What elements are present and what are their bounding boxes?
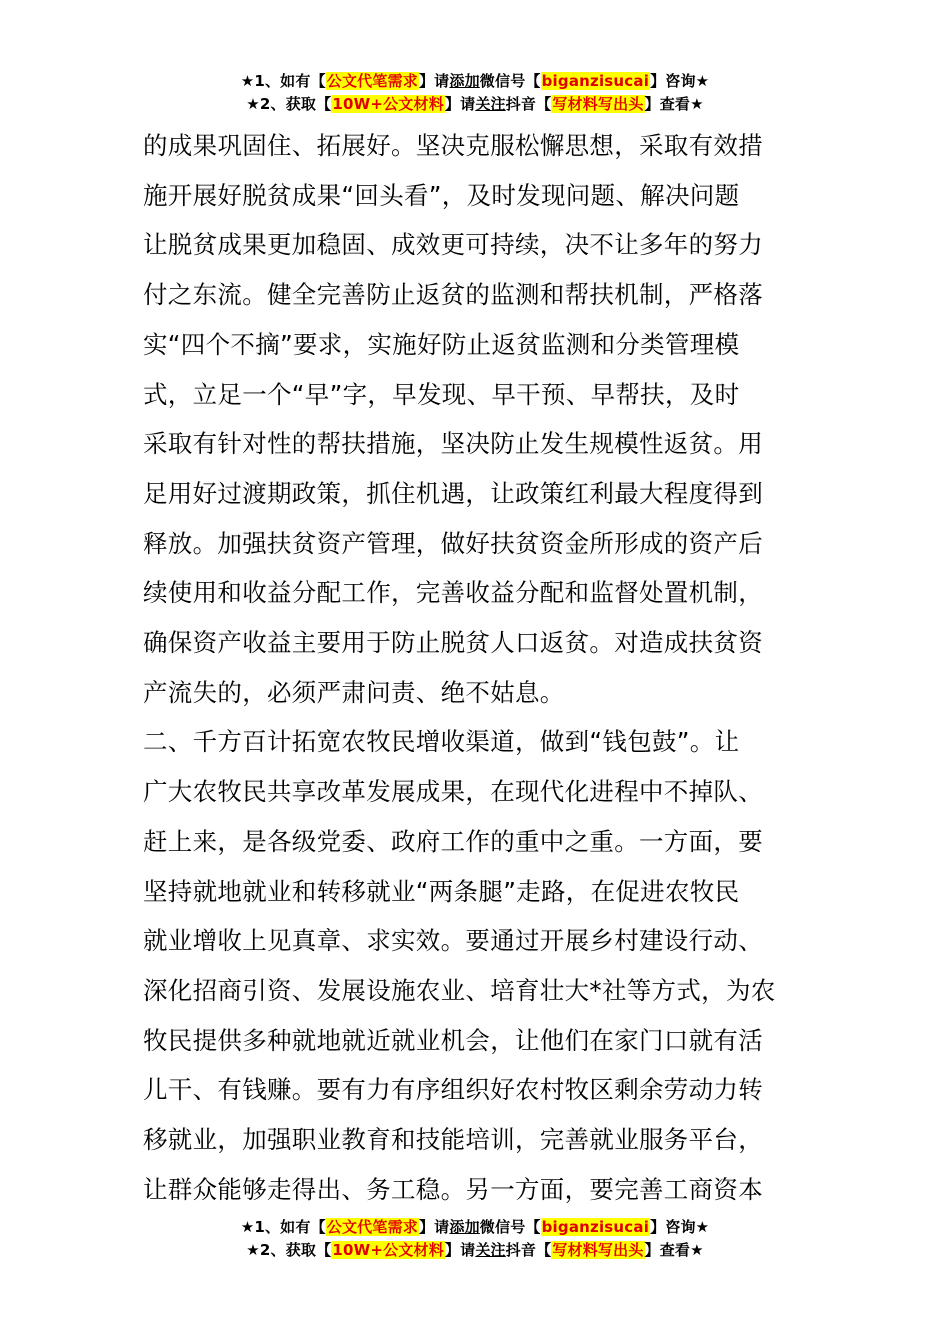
text-line: 释放。加强扶贫资产管理，做好扶贫资金所形成的资产后 — [143, 528, 763, 558]
banner-text: 抖音【 — [505, 95, 552, 113]
text-line: 施开展好脱贫成果“回头看”，及时发现问题、解决问题 — [143, 180, 740, 210]
text-line: 就业增收上见真章、求实效。要通过开展乡村建设行动、 — [143, 926, 763, 956]
banner-line-1 — [0, 70, 950, 93]
banner-text: 】查看★ — [644, 1241, 704, 1259]
text-line: 牧民提供多种就地就近就业机会，让他们在家门口就有活 — [143, 1025, 763, 1055]
highlight-wechat-id: biganzisucai — [541, 72, 650, 90]
highlight-wechat-id: biganzisucai — [541, 1218, 650, 1236]
highlight-materials: 10W+公文材料 — [332, 95, 444, 113]
text-line: 让脱贫成果更加稳固、成效更可持续，决不让多年的努力 — [143, 230, 763, 260]
banner-text: ★1、如有【 — [240, 1218, 326, 1236]
text-line: 式，立足一个“早”字，早发现、早干预、早帮扶，及时 — [143, 379, 740, 409]
section-heading-line: 二、千方百计拓宽农牧民增收渠道，做到“钱包鼓”。让 — [143, 727, 740, 757]
text-line: 坚持就地就业和转移就业“两条腿”走路，在促进农牧民 — [143, 876, 740, 906]
underlined-text: 添加 — [449, 1218, 480, 1236]
document-body — [143, 121, 809, 1214]
text-line: 产流失的，必须严肃问责、绝不姑息。 — [143, 677, 565, 707]
underlined-text: 关注 — [475, 1241, 506, 1259]
text-line: 广大农牧民共享改革发展成果，在现代化进程中不掉队、 — [143, 777, 763, 807]
text-line: 足用好过渡期政策，抓住机遇，让政策红利最大程度得到 — [143, 478, 763, 508]
banner-text: 】咨询★ — [650, 72, 710, 90]
underlined-text: 关注 — [475, 95, 506, 113]
banner-line-2 — [0, 93, 950, 116]
banner-text: 微信号【 — [479, 72, 541, 90]
highlight-materials: 10W+公文材料 — [332, 1241, 444, 1259]
banner-text: 】请 — [444, 95, 476, 113]
footer-banner — [0, 1216, 950, 1262]
banner-line-1 — [0, 1216, 950, 1239]
banner-text: 微信号【 — [479, 1218, 541, 1236]
banner-text: ★2、获取【 — [246, 1241, 332, 1259]
banner-text: 】请 — [418, 1218, 450, 1236]
text-line: 儿干、有钱赚。要有力有序组织好农村牧区剩余劳动力转 — [143, 1075, 763, 1105]
text-line: 续使用和收益分配工作，完善收益分配和监督处置机制， — [143, 578, 763, 608]
text-line: 让群众能够走得出、务工稳。另一方面，要完善工商资本 — [143, 1174, 763, 1204]
banner-text: 】咨询★ — [650, 1218, 710, 1236]
banner-text: 】请 — [418, 72, 450, 90]
highlight-writing-service: 公文代笔需求 — [326, 72, 418, 90]
text-line: 付之东流。健全完善防止返贫的监测和帮扶机制，严格落 — [143, 280, 763, 310]
banner-text: ★1、如有【 — [240, 72, 326, 90]
banner-text: ★2、获取【 — [246, 95, 332, 113]
text-line: 移就业，加强职业教育和技能培训，完善就业服务平台， — [143, 1125, 763, 1155]
highlight-writing-service: 公文代笔需求 — [326, 1218, 418, 1236]
highlight-douyin-account: 写材料写出头 — [552, 95, 644, 113]
underlined-text: 添加 — [449, 72, 480, 90]
text-line: 确保资产收益主要用于防止脱贫人口返贫。对造成扶贫资 — [143, 628, 763, 658]
banner-line-2 — [0, 1239, 950, 1262]
banner-text: 抖音【 — [505, 1241, 552, 1259]
text-line: 深化招商引资、发展设施农业、培育壮大*社等方式，为农 — [143, 975, 776, 1005]
text-line: 实“四个不摘”要求，实施好防止返贫监测和分类管理模 — [143, 329, 740, 359]
text-line: 采取有针对性的帮扶措施，坚决防止发生规模性返贫。用 — [143, 429, 763, 459]
banner-text: 】请 — [444, 1241, 476, 1259]
header-banner — [0, 70, 950, 116]
banner-text: 】查看★ — [644, 95, 704, 113]
text-line: 的成果巩固住、拓展好。坚决克服松懈思想，采取有效措 — [143, 131, 763, 160]
highlight-douyin-account: 写材料写出头 — [552, 1241, 644, 1259]
text-line: 赶上来，是各级党委、政府工作的重中之重。一方面，要 — [143, 826, 763, 856]
